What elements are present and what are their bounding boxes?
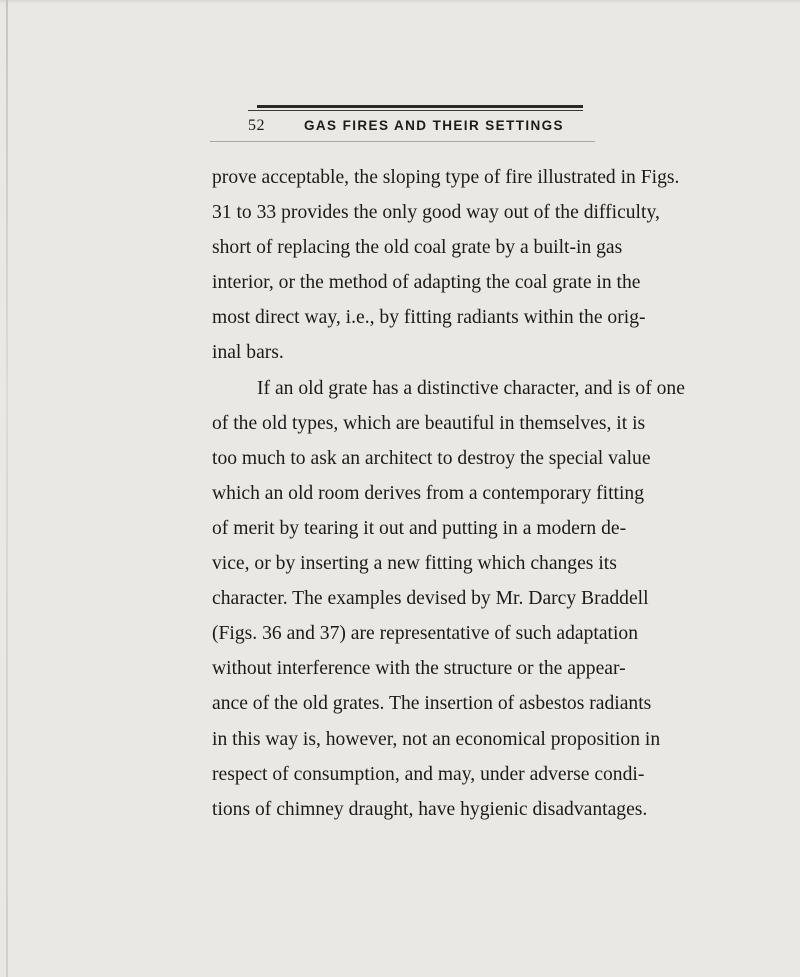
text-line: interior, or the method of adapting the coal grate in the (212, 272, 641, 294)
text-line: short of replacing the old coal grate by a built-in gas (212, 237, 623, 259)
page-left-edge (6, 0, 8, 977)
running-title: GAS FIRES AND THEIR SETTINGS (304, 118, 564, 133)
text-line: 31 to 33 provides the only good way out of the difficulty, (212, 202, 660, 224)
text-line: most direct way, i.e., by fitting radiants within the orig- (212, 307, 646, 329)
text-line: without interference with the structure or the appear- (212, 658, 626, 680)
text-line: which an old room derives from a contemporary fitting (212, 482, 645, 504)
paragraph-1 (212, 160, 680, 371)
page-number: 52 (248, 117, 265, 134)
text-line: ance of the old grates. The insertion of asbestos radiants (212, 693, 652, 715)
text-line: prove acceptable, the sloping type of fire illustrated in Figs. (212, 167, 680, 188)
text-line: of the old types, which are beautiful in themselves, it is (212, 412, 646, 434)
text-line: tions of chimney draught, have hygienic disadvantages. (212, 798, 648, 820)
page-top-edge (0, 0, 800, 4)
body-text (212, 160, 685, 827)
paragraph-2 (212, 371, 685, 827)
running-head (0, 117, 800, 141)
text-line: in this way is, however, not an economical proposition in (212, 728, 661, 750)
text-line: respect of consumption, and may, under adverse condi- (212, 763, 645, 785)
text-line: (Figs. 36 and 37) are representative of such adaptation (212, 623, 639, 645)
text-line: of merit by tearing it out and putting in a modern de- (212, 517, 627, 539)
header-rule-thin (248, 110, 583, 111)
header-underline (210, 141, 595, 142)
text-line: vice, or by inserting a new fitting which changes its (212, 553, 617, 575)
text-line: If an old grate has a distinctive character, and is of one (257, 377, 685, 399)
header-rule-thick (257, 105, 583, 108)
text-line: inal bars. (212, 342, 284, 364)
text-line: character. The examples devised by Mr. Darcy Braddell (212, 588, 649, 610)
text-line: too much to ask an architect to destroy the special value (212, 447, 651, 469)
